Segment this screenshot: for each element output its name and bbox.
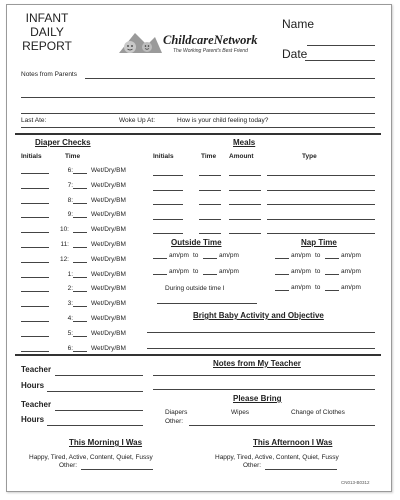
afternoon-heading: This Afternoon I Was xyxy=(253,438,333,447)
meal-initials-field[interactable] xyxy=(153,175,183,176)
teacher-notes-line-2[interactable] xyxy=(153,389,375,390)
meals-time-col: Time xyxy=(201,153,217,160)
diaper-initials-field[interactable] xyxy=(21,173,49,174)
meals-heading: Meals xyxy=(233,138,256,147)
diaper-time-label: 4: xyxy=(67,315,73,322)
hours-label-1: Hours xyxy=(21,381,45,390)
diaper-time-field[interactable] xyxy=(73,188,87,189)
diaper-time-label: 10: xyxy=(59,226,69,234)
nap-end-field[interactable] xyxy=(325,258,339,259)
meal-time-field[interactable] xyxy=(199,204,221,205)
bring-other-label: Other: xyxy=(165,418,184,425)
meal-type-field[interactable] xyxy=(267,204,375,205)
section-divider-top xyxy=(15,133,381,135)
date-label: Date xyxy=(282,47,308,61)
morning-other-field[interactable] xyxy=(81,469,153,470)
diaper-time-field[interactable] xyxy=(73,306,87,307)
diaper-time-field[interactable] xyxy=(73,217,87,218)
diaper-initials-field[interactable] xyxy=(21,306,49,307)
bring-diapers: Diapers xyxy=(165,409,188,416)
outside-start-ampm: am/pm xyxy=(169,252,189,259)
nap-end-field[interactable] xyxy=(325,290,339,291)
section-divider-bottom xyxy=(15,354,381,356)
meal-time-field[interactable] xyxy=(199,219,221,220)
date-field[interactable] xyxy=(305,60,375,61)
nap-end-ampm: am/pm xyxy=(341,252,361,259)
meals-amount-col: Amount xyxy=(229,153,254,160)
diaper-time-label: 8: xyxy=(67,196,73,204)
diaper-time-col: Time xyxy=(65,153,81,160)
meal-amount-field[interactable] xyxy=(229,190,261,191)
diaper-initials-field[interactable] xyxy=(21,351,49,352)
activity-line-2[interactable] xyxy=(147,348,375,349)
diaper-time-label: 12: xyxy=(59,255,69,263)
meal-amount-field[interactable] xyxy=(229,175,261,176)
diaper-initials-field[interactable] xyxy=(21,232,49,233)
daily-report-sheet xyxy=(6,4,392,492)
last-ate-field[interactable] xyxy=(21,127,375,128)
name-label: Name xyxy=(282,17,315,31)
diaper-initials-field[interactable] xyxy=(21,291,49,292)
meal-initials-field[interactable] xyxy=(153,233,183,234)
nap-end-field[interactable] xyxy=(325,274,339,275)
nap-start-ampm: am/pm xyxy=(291,252,311,259)
outside-start-field[interactable] xyxy=(153,274,167,275)
diaper-status-options: Wet/Dry/BM xyxy=(91,226,126,234)
hours-field-2[interactable] xyxy=(47,425,143,426)
outside-time-heading: Outside Time xyxy=(171,238,222,247)
meal-time-field[interactable] xyxy=(199,233,221,234)
nap-start-field[interactable] xyxy=(275,274,289,275)
hours-field-1[interactable] xyxy=(47,391,143,392)
diaper-status-options: Wet/Dry/BM xyxy=(91,300,126,308)
name-field[interactable] xyxy=(307,45,375,46)
outside-end-field[interactable] xyxy=(203,274,217,275)
diaper-time-field[interactable] xyxy=(73,336,87,337)
form-code: CN013-B0312 xyxy=(341,480,370,485)
logo-tagline: The Working Parent's Best Friend xyxy=(173,48,248,54)
diaper-initials-field[interactable] xyxy=(21,277,49,278)
diaper-time-field[interactable] xyxy=(73,203,87,204)
meal-amount-field[interactable] xyxy=(229,204,261,205)
meal-time-field[interactable] xyxy=(199,175,221,176)
diaper-time-label: 11: xyxy=(60,241,69,248)
diaper-time-field[interactable] xyxy=(73,262,87,263)
nap-start-ampm: am/pm xyxy=(291,268,311,275)
nap-end-ampm: am/pm xyxy=(341,284,361,291)
logo-faces-icon xyxy=(117,29,163,55)
outside-end-ampm: am/pm xyxy=(219,268,239,275)
diaper-time-label: 1: xyxy=(67,270,73,278)
diaper-initials-field[interactable] xyxy=(21,188,49,189)
diaper-initials-col: Initials xyxy=(21,153,42,160)
bring-wipes: Wipes xyxy=(231,409,250,416)
diaper-status-options: Wet/Dry/BM xyxy=(91,285,126,293)
meal-amount-field[interactable] xyxy=(229,219,261,220)
diaper-status-options: Wet/Dry/BM xyxy=(91,344,126,352)
meal-time-field[interactable] xyxy=(199,190,221,191)
diaper-time-field[interactable] xyxy=(73,277,87,278)
report-title xyxy=(7,11,87,53)
nap-time-heading: Nap Time xyxy=(301,238,337,247)
diaper-initials-field[interactable] xyxy=(21,247,49,248)
meals-type-col: Type xyxy=(302,153,317,160)
nap-to-label: to xyxy=(315,284,321,291)
morning-options: Happy, Tired, Active, Content, Quiet, Fussy xyxy=(29,454,153,461)
outside-start-field[interactable] xyxy=(153,258,167,259)
diaper-status-options: Wet/Dry/BM xyxy=(91,241,126,248)
title-line-2: DAILY xyxy=(30,25,64,39)
notes-teacher-heading: Notes from My Teacher xyxy=(213,359,301,368)
nap-to-label: to xyxy=(315,268,321,275)
outside-to-label: to xyxy=(193,252,199,259)
teacher-notes-line-1[interactable] xyxy=(153,375,375,376)
diaper-time-label: 9: xyxy=(67,211,73,219)
diaper-time-field[interactable] xyxy=(73,321,87,322)
nap-start-field[interactable] xyxy=(275,258,289,259)
afternoon-other-label: Other: xyxy=(243,462,262,469)
diaper-time-field[interactable] xyxy=(73,351,87,352)
meal-amount-field[interactable] xyxy=(229,233,261,234)
parent-notes-line-3[interactable] xyxy=(21,113,375,114)
parent-notes-line-2[interactable] xyxy=(21,97,375,98)
last-ate-label: Last Ate: xyxy=(21,117,47,124)
diaper-status-options: Wet/Dry/BM xyxy=(91,315,126,322)
meal-initials-field[interactable] xyxy=(153,219,183,220)
meal-type-field[interactable] xyxy=(267,190,375,191)
diaper-time-field[interactable] xyxy=(73,291,87,292)
diaper-time-label: 3: xyxy=(67,300,73,308)
diaper-status-options: Wet/Dry/BM xyxy=(91,167,126,174)
nap-end-ampm: am/pm xyxy=(341,268,361,275)
diaper-time-label: 5: xyxy=(67,329,73,337)
diaper-time-label: 6: xyxy=(67,344,73,352)
diaper-time-label: 6: xyxy=(67,167,73,174)
teacher-label-2: Teacher xyxy=(21,400,52,409)
diaper-status-options: Wet/Dry/BM xyxy=(91,270,126,278)
childcare-network-logo xyxy=(117,27,267,67)
teacher-field-1[interactable] xyxy=(55,375,143,376)
diaper-time-field[interactable] xyxy=(73,232,87,233)
activity-line-1[interactable] xyxy=(147,332,375,333)
nap-start-field[interactable] xyxy=(275,290,289,291)
diaper-initials-field[interactable] xyxy=(21,217,49,218)
diaper-checks-heading: Diaper Checks xyxy=(35,138,91,147)
outside-end-field[interactable] xyxy=(203,258,217,259)
woke-up-label: Woke Up At: xyxy=(119,117,156,124)
meals-initials-col: Initials xyxy=(153,153,174,160)
meal-initials-field[interactable] xyxy=(153,190,183,191)
title-line-3: REPORT xyxy=(22,39,72,53)
diaper-status-options: Wet/Dry/BM xyxy=(91,211,126,219)
diaper-status-options: Wet/Dry/BM xyxy=(91,329,126,337)
diaper-time-field[interactable] xyxy=(73,173,87,174)
diaper-initials-field[interactable] xyxy=(21,262,49,263)
outside-to-label: to xyxy=(193,268,199,275)
meal-type-field[interactable] xyxy=(267,233,375,234)
morning-other-label: Other: xyxy=(59,462,78,469)
diaper-initials-field[interactable] xyxy=(21,321,49,322)
during-outside-field[interactable] xyxy=(157,303,257,304)
afternoon-options: Happy, Tired, Active, Content, Quiet, Fussy xyxy=(215,454,339,461)
meal-initials-field[interactable] xyxy=(153,204,183,205)
during-outside-label: During outside time I xyxy=(165,285,225,292)
meal-type-field[interactable] xyxy=(267,219,375,220)
diaper-initials-field[interactable] xyxy=(21,336,49,337)
diaper-status-options: Wet/Dry/BM xyxy=(91,255,126,263)
outside-end-ampm: am/pm xyxy=(219,252,239,259)
please-bring-heading: Please Bring xyxy=(233,394,282,403)
notes-from-parents-label: Notes from Parents xyxy=(21,71,77,78)
diaper-time-label: 2: xyxy=(67,285,73,293)
teacher-label-1: Teacher xyxy=(21,365,52,374)
diaper-status-options: Wet/Dry/BM xyxy=(91,196,126,204)
bring-other-field[interactable] xyxy=(189,425,375,426)
activity-heading: Bright Baby Activity and Objective xyxy=(193,311,324,320)
logo-wordmark: ChildcareNetwork xyxy=(163,33,258,47)
diaper-initials-field[interactable] xyxy=(21,203,49,204)
nap-start-ampm: am/pm xyxy=(291,284,311,291)
nap-to-label: to xyxy=(315,252,321,259)
title-line-1: INFANT xyxy=(25,11,69,25)
teacher-field-2[interactable] xyxy=(55,410,143,411)
feeling-label: How is your child feeling today? xyxy=(177,117,269,124)
morning-heading: This Morning I Was xyxy=(69,438,143,447)
hours-label-2: Hours xyxy=(21,415,45,424)
diaper-time-field[interactable] xyxy=(73,247,87,248)
parent-notes-line-1[interactable] xyxy=(85,78,375,79)
diaper-time-label: 7: xyxy=(67,181,73,189)
outside-start-ampm: am/pm xyxy=(169,268,189,275)
meal-type-field[interactable] xyxy=(267,175,375,176)
bring-clothes: Change of Clothes xyxy=(291,409,345,416)
afternoon-other-field[interactable] xyxy=(265,469,337,470)
diaper-status-options: Wet/Dry/BM xyxy=(91,181,126,189)
